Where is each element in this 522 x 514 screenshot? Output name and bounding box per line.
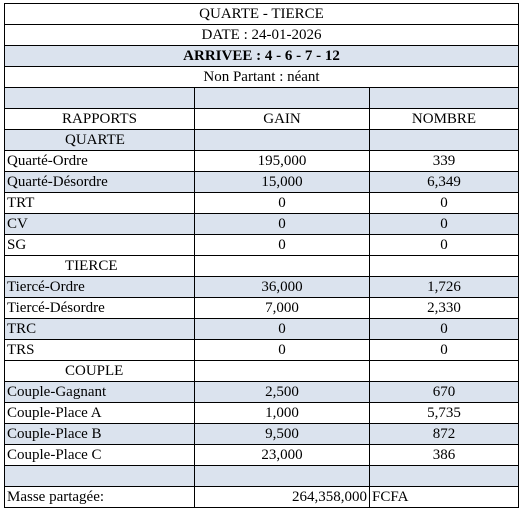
blank-cell [370, 130, 519, 151]
row-nombre: 5,735 [370, 403, 519, 424]
row-label: Couple-Place C [5, 445, 195, 466]
row-label: CV [5, 214, 195, 235]
row-nombre: 670 [370, 382, 519, 403]
blank-cell [195, 361, 370, 382]
blank-cell [5, 88, 195, 109]
row-label: Couple-Place B [5, 424, 195, 445]
table-row [5, 319, 519, 340]
blank-cell [370, 466, 519, 487]
blank-cell [370, 88, 519, 109]
row-gain: 23,000 [195, 445, 370, 466]
couple-rows [5, 382, 519, 466]
quarte-rows [5, 151, 519, 256]
row-gain: 15,000 [195, 172, 370, 193]
title: QUARTE - TIERCE [5, 4, 519, 25]
table-row [5, 445, 519, 466]
row-nombre: 386 [370, 445, 519, 466]
header-rapports: RAPPORTS [5, 109, 195, 130]
table-row [5, 340, 519, 361]
table-row [5, 235, 519, 256]
row-gain: 2,500 [195, 382, 370, 403]
table-row [5, 277, 519, 298]
row-gain: 0 [195, 235, 370, 256]
table-row [5, 172, 519, 193]
row-label: Couple-Gagnant [5, 382, 195, 403]
arrivee: ARRIVEE : 4 - 6 - 7 - 12 [5, 46, 519, 67]
blank-cell [5, 466, 195, 487]
row-nombre: 1,726 [370, 277, 519, 298]
row-label: Quarté-Ordre [5, 151, 195, 172]
masse-label: Masse partagée: [5, 487, 195, 508]
section-couple: COUPLE [5, 361, 195, 382]
row-gain: 9,500 [195, 424, 370, 445]
row-gain: 7,000 [195, 298, 370, 319]
row-nombre: 0 [370, 340, 519, 361]
row-nombre: 872 [370, 424, 519, 445]
blank-cell [195, 130, 370, 151]
table-row [5, 193, 519, 214]
header-nombre: NOMBRE [370, 109, 519, 130]
row-nombre: 0 [370, 235, 519, 256]
row-label: Tiercé-Désordre [5, 298, 195, 319]
row-label: TRS [5, 340, 195, 361]
non-partant: Non Partant : néant [5, 67, 519, 88]
row-nombre: 2,330 [370, 298, 519, 319]
header-gain: GAIN [195, 109, 370, 130]
blank-cell [370, 361, 519, 382]
row-label: TRC [5, 319, 195, 340]
row-nombre: 6,349 [370, 172, 519, 193]
row-label: Quarté-Désordre [5, 172, 195, 193]
blank-cell [370, 256, 519, 277]
table-row [5, 403, 519, 424]
blank-cell [195, 466, 370, 487]
row-nombre: 0 [370, 214, 519, 235]
date: DATE : 24-01-2026 [5, 25, 519, 46]
row-nombre: 0 [370, 319, 519, 340]
masse-currency: FCFA [370, 487, 519, 508]
table-row [5, 298, 519, 319]
row-label: TRT [5, 193, 195, 214]
table-row [5, 214, 519, 235]
blank-cell [195, 256, 370, 277]
row-gain: 0 [195, 319, 370, 340]
row-gain: 0 [195, 214, 370, 235]
section-tierce: TIERCE [5, 256, 195, 277]
row-nombre: 339 [370, 151, 519, 172]
table-row [5, 382, 519, 403]
table-row [5, 151, 519, 172]
row-label: Tiercé-Ordre [5, 277, 195, 298]
row-gain: 195,000 [195, 151, 370, 172]
row-gain: 0 [195, 193, 370, 214]
row-label: Couple-Place A [5, 403, 195, 424]
table-row [5, 424, 519, 445]
tierce-rows [5, 277, 519, 361]
blank-cell [195, 88, 370, 109]
row-label: SG [5, 235, 195, 256]
row-gain: 36,000 [195, 277, 370, 298]
masse-value: 264,358,000 [195, 487, 370, 508]
section-quarte: QUARTE [5, 130, 195, 151]
row-gain: 1,000 [195, 403, 370, 424]
row-gain: 0 [195, 340, 370, 361]
row-nombre: 0 [370, 193, 519, 214]
results-table [4, 3, 519, 508]
